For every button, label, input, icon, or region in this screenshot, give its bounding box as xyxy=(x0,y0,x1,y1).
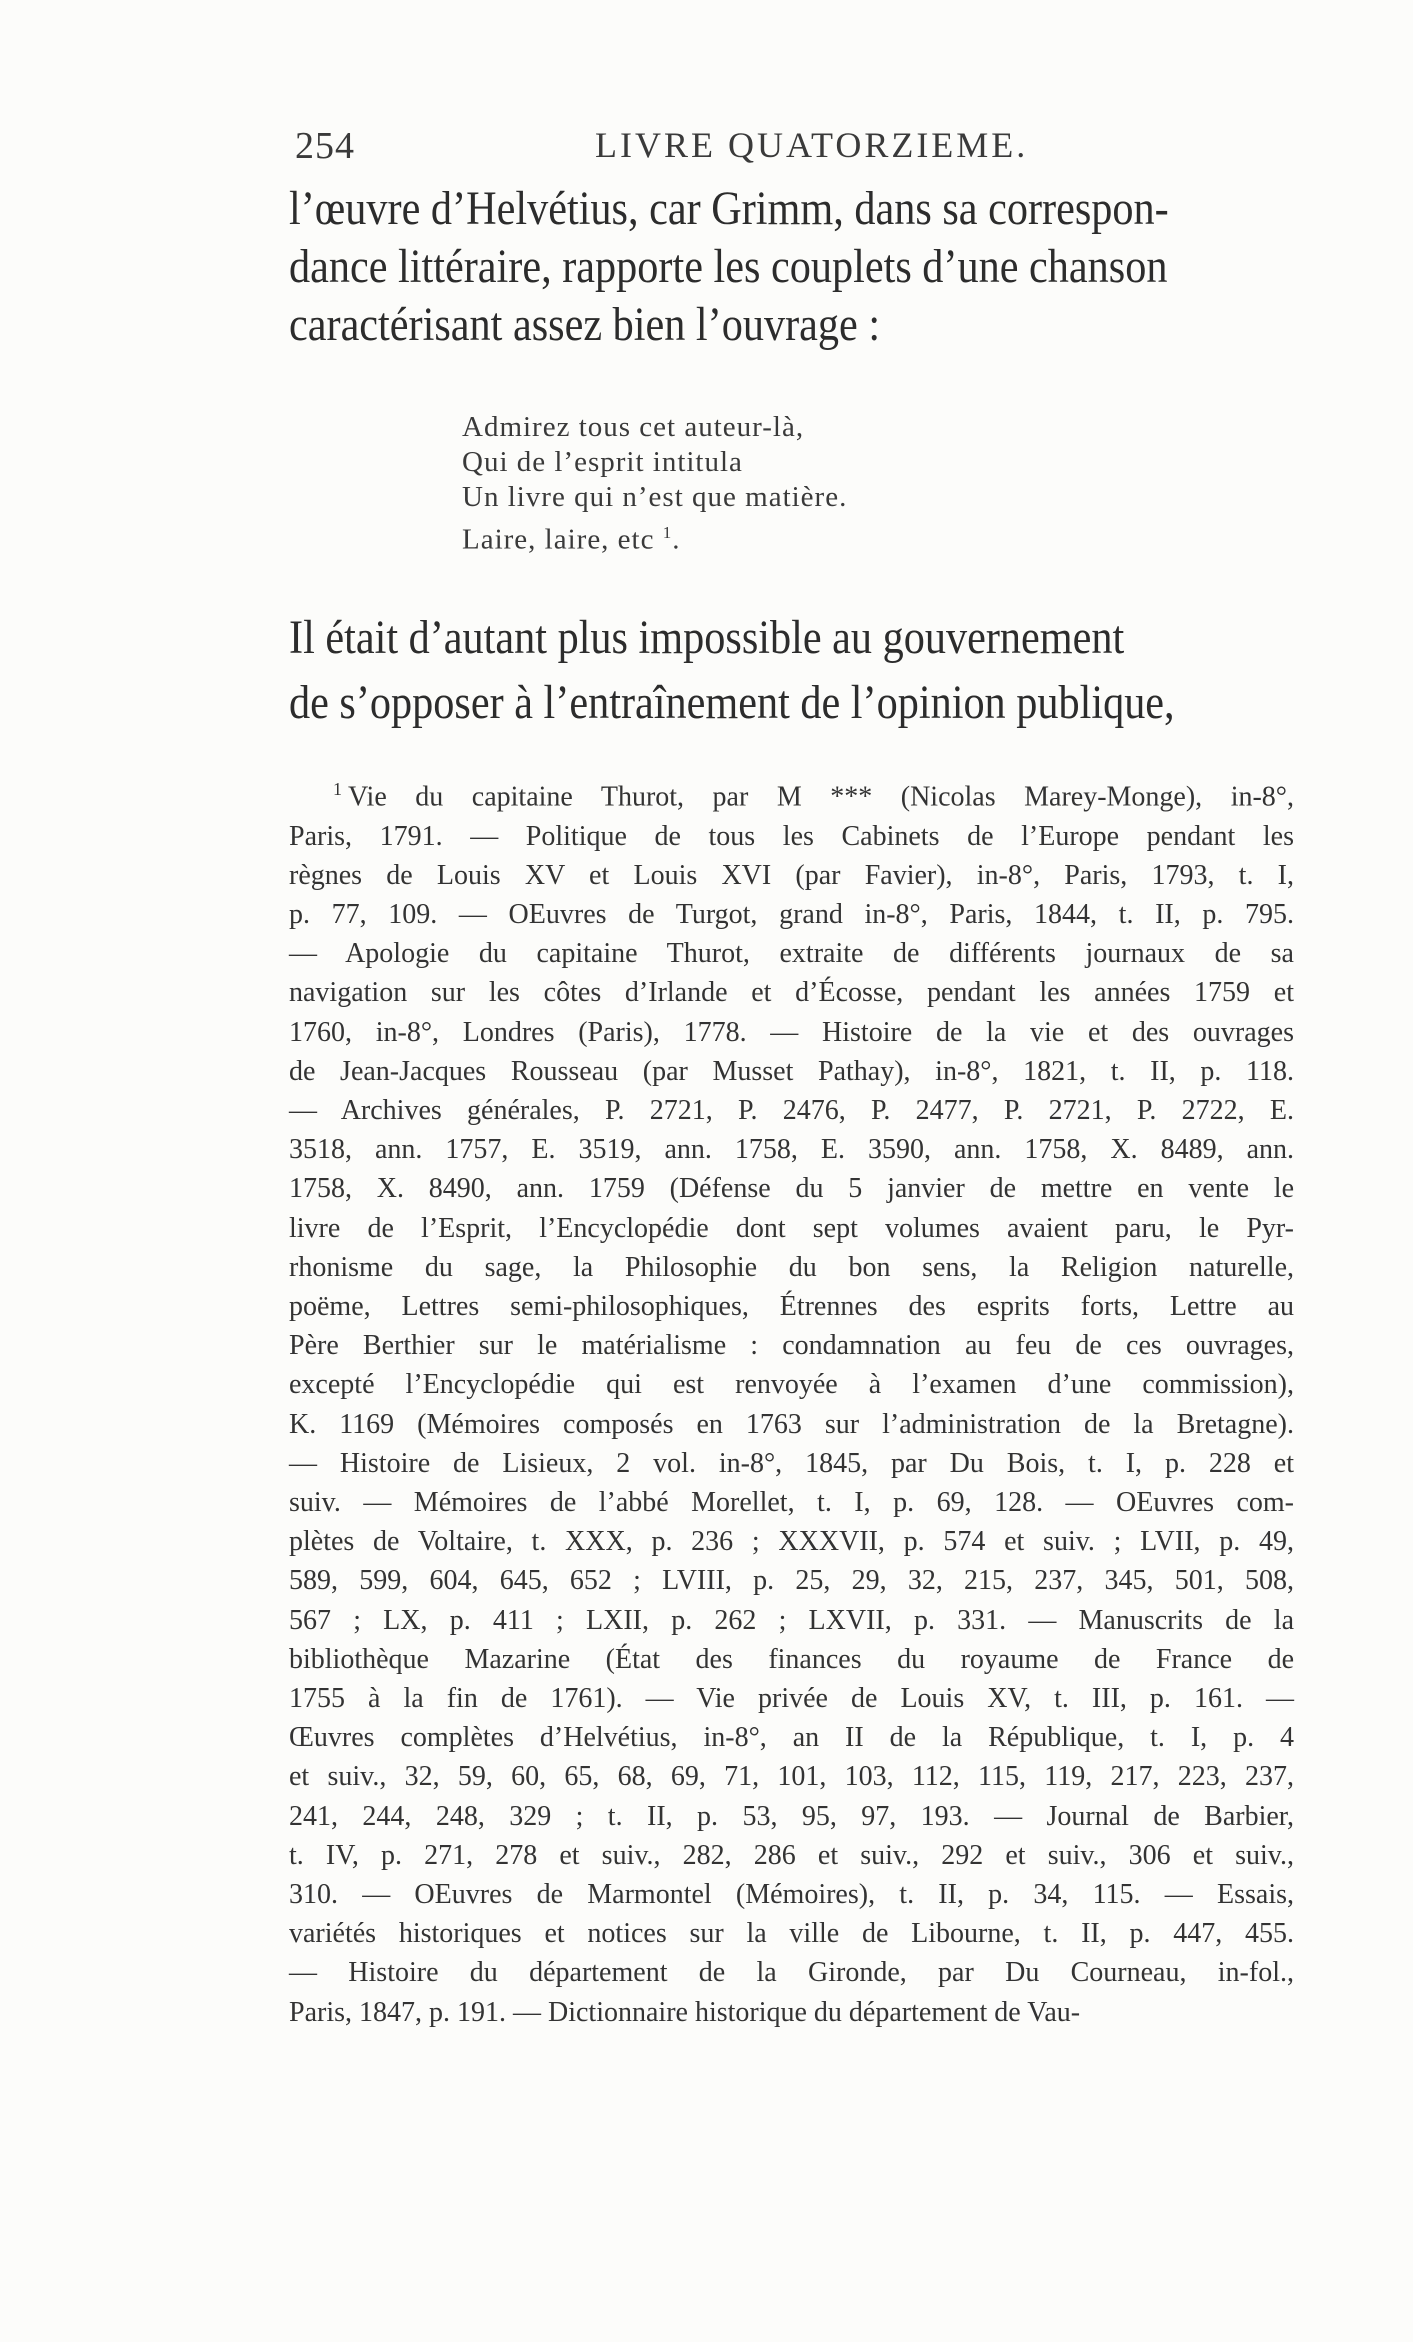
footnote-line: 1760, in-8°, Londres (Paris), 1778. — Histoire de la vie et des ouvrages xyxy=(289,1016,1294,1048)
footnote-reference: 1 xyxy=(662,523,673,542)
footnote-line: de Jean-Jacques Rousseau (par Musset Pathay), in-8°, 1821, t. II, p. 118. xyxy=(289,1055,1294,1087)
verse-line: Admirez tous cet auteur-là, xyxy=(462,411,805,443)
footnote-line: t. IV, p. 271, 278 et suiv., 282, 286 et suiv., 292 et suiv., 306 et suiv., xyxy=(289,1839,1294,1871)
footnotes xyxy=(289,770,1294,2032)
text-line: caractérisant assez bien l’ouvrage : xyxy=(289,298,881,351)
paragraph-2 xyxy=(289,605,1173,735)
footnote-line: p. 77, 109. — OEuvres de Turgot, grand in-8°, Paris, 1844, t. II, p. 795. xyxy=(289,898,1294,930)
footnote-line-text: Vie du capitaine Thurot, par M *** (Nicolas Marey-Monge), in-8°, xyxy=(348,781,1294,813)
footnote-line: variétés historiques et notices sur la ville de Libourne, t. II, p. 447, 455. xyxy=(289,1918,1294,1950)
footnote-line: 589, 599, 604, 645, 652 ; LVIII, p. 25, 29, 32, 215, 237, 345, 501, 508, xyxy=(289,1565,1294,1597)
footnote-line: — Histoire du département de la Gironde, par Du Courneau, in-fol., xyxy=(289,1957,1294,1989)
text-line: l’œuvre d’Helvétius, car Grimm, dans sa correspon- xyxy=(289,182,1169,235)
footnote-line: rhonisme du sage, la Philosophie du bon sens, la Religion naturelle, xyxy=(289,1251,1294,1283)
footnote-line: poëme, Lettres semi-philosophiques, Étrennes des esprits forts, Lettre au xyxy=(289,1290,1294,1322)
footnote-line: 567 ; LX, p. 411 ; LXII, p. 262 ; LXVII, p. 331. — Manuscrits de la xyxy=(289,1604,1294,1636)
footnote-line: plètes de Voltaire, t. XXX, p. 236 ; XXXVII, p. 574 et suiv. ; LVII, p. 49, xyxy=(289,1526,1294,1558)
text-line: dance littéraire, rapporte les couplets d’une chanson xyxy=(289,240,1168,293)
page-header xyxy=(295,124,1295,174)
text-line: de s’opposer à l’entraînement de l’opinion publique, xyxy=(289,676,1175,729)
footnote-line: 241, 244, 248, 329 ; t. II, p. 53, 95, 97, 193. — Journal de Barbier, xyxy=(289,1800,1294,1832)
footnote-marker: 1 xyxy=(333,779,342,799)
footnote-line: excepté l’Encyclopédie qui est renvoyée à l’examen d’une commission), xyxy=(289,1369,1294,1401)
footnote-line xyxy=(289,770,1294,817)
footnote-line: bibliothèque Mazarine (État des finances du royaume de France de xyxy=(289,1643,1294,1675)
footnote-line: — Archives générales, P. 2721, P. 2476, P. 2477, P. 2721, P. 2722, E. xyxy=(289,1094,1294,1126)
footnote-line: 1755 à la fin de 1761). — Vie privée de Louis XV, t. III, p. 161. — xyxy=(289,1683,1294,1714)
footnote-line: Père Berthier sur le matérialisme : condamnation au feu de ces ouvrages, xyxy=(289,1330,1294,1362)
footnote-line: 310. — OEuvres de Marmontel (Mémoires), t. II, p. 34, 115. — Essais, xyxy=(289,1879,1294,1911)
text-line: Il était d’autant plus impossible au gouvernement xyxy=(289,611,1125,664)
verse-quote xyxy=(462,410,1162,558)
footnote-line: 3518, ann. 1757, E. 3519, ann. 1758, E. 3590, ann. 1758, X. 8489, ann. xyxy=(289,1134,1294,1166)
footnote-line: livre de l’Esprit, l’Encyclopédie dont sept volumes avaient paru, le Pyr- xyxy=(289,1212,1294,1244)
footnote-line: K. 1169 (Mémoires composés en 1763 sur l’administration de la Bretagne). xyxy=(289,1408,1294,1440)
verse-line: Un livre qui n’est que matière. xyxy=(462,481,848,513)
footnote-line: suiv. — Mémoires de l’abbé Morellet, t. I, p. 69, 128. — OEuvres com- xyxy=(289,1486,1294,1518)
verse-line-text: Laire, laire, etc xyxy=(462,523,655,556)
page-number: 254 xyxy=(295,125,355,167)
footnote-line: 1758, X. 8490, ann. 1759 (Défense du 5 janvier de mettre en vente le xyxy=(289,1173,1294,1205)
verse-line: Qui de l’esprit intitula xyxy=(462,446,743,478)
paragraph-1 xyxy=(289,180,1173,354)
footnote-line: Œuvres complètes d’Helvétius, in-8°, an II de la République, t. I, p. 4 xyxy=(289,1722,1294,1754)
footnote-line: Paris, 1847, p. 191. — Dictionnaire historique du département de Vau- xyxy=(289,1996,1081,2028)
footnote-line: Paris, 1791. — Politique de tous les Cabinets de l’Europe pendant les xyxy=(289,820,1294,852)
footnote-line: règnes de Louis XV et Louis XVI (par Favier), in-8°, Paris, 1793, t. I, xyxy=(289,859,1294,891)
footnote-line: et suiv., 32, 59, 60, 65, 68, 69, 71, 101, 103, 112, 115, 119, 217, 223, 237, xyxy=(289,1761,1294,1793)
verse-line: Laire, laire, etc $^1$. xyxy=(462,523,681,556)
footnote-line: — Histoire de Lisieux, 2 vol. in-8°, 1845, par Du Bois, t. I, p. 228 et xyxy=(289,1447,1294,1479)
footnote-line: navigation sur les côtes d’Irlande et d’Écosse, pendant les années 1759 et xyxy=(289,977,1294,1009)
footnote-line: — Apologie du capitaine Thurot, extraite de différents journaux de sa xyxy=(289,938,1294,970)
running-title: LIVRE QUATORZIEME. xyxy=(595,125,1029,165)
